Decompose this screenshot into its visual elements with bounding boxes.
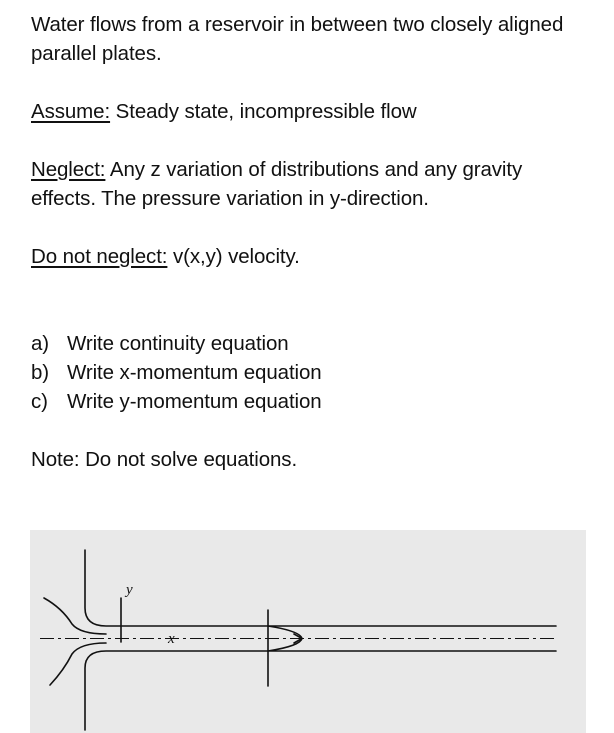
task-text: Write x-momentum equation [67,361,322,384]
task-text: Write continuity equation [67,332,289,355]
lower-plate [85,651,556,730]
task-item [31,329,591,358]
assume-line [31,97,591,126]
streamline-upper [44,598,106,634]
problem-statement [31,10,591,474]
intro-text: Water flows from a reservoir in between two closely aligned parallel plates. [31,13,564,65]
task-marker: b) [31,361,50,384]
do-not-neglect-text: v(x,y) velocity. [167,245,300,268]
y-axis-label: y [126,582,133,598]
note-text: Note: Do not solve equations. [31,448,298,471]
streamline-lower [50,643,106,685]
do-not-neglect-label: Do not neglect: [31,245,168,268]
task-item [31,358,591,387]
task-marker: a) [31,332,50,355]
assume-text: Steady state, incompressible flow [110,100,417,123]
upper-plate [85,550,556,626]
neglect-line [31,155,591,213]
flow-diagram-svg [30,530,586,733]
task-list [31,329,591,416]
flow-diagram [30,530,586,733]
neglect-label: Neglect: [31,158,106,181]
assume-label: Assume: [31,100,111,123]
task-marker: c) [31,390,48,413]
task-text: Write y-momentum equation [67,390,322,413]
x-axis-label: x [168,631,175,647]
task-item [31,387,591,416]
do-not-neglect-line [31,242,591,271]
neglect-text: Any z variation of distributions and any gravity effects. The pressure variation in y-direction. [31,158,523,210]
